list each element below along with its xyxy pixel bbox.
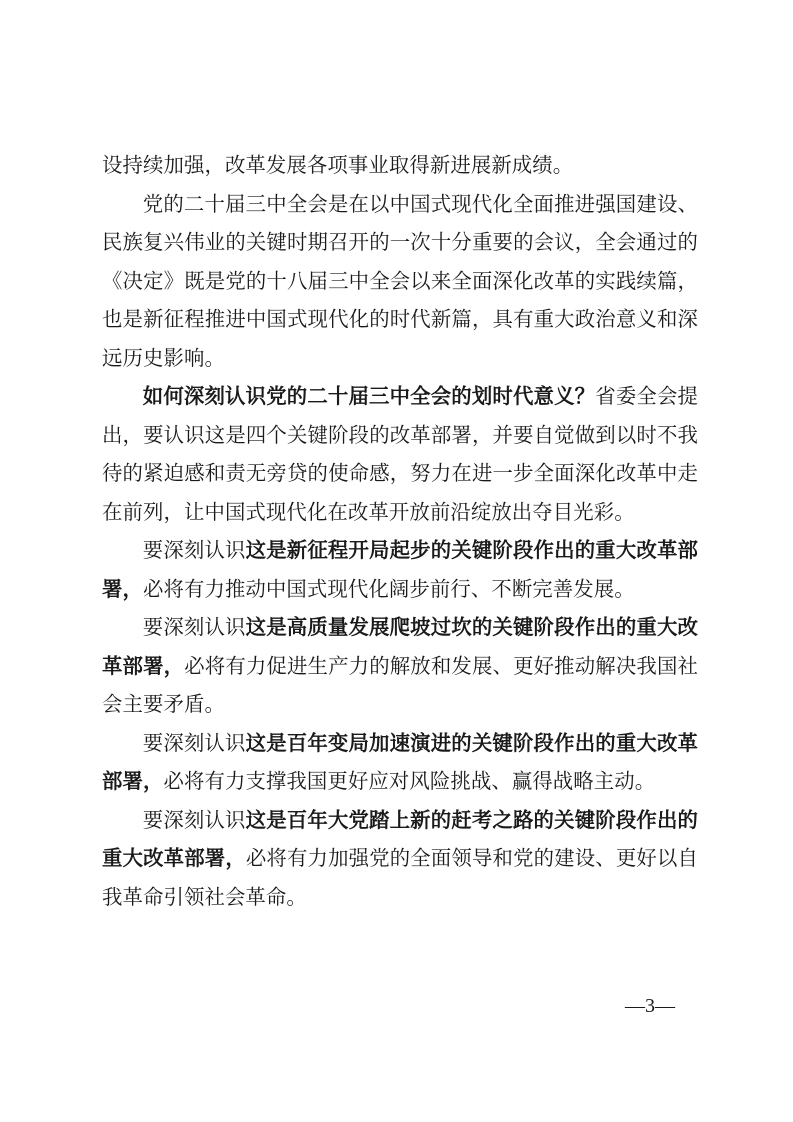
lead-in-text: 要深刻认识: [142, 615, 246, 639]
bold-statement: 这是百年变局加速演进的关键阶段作出的重大改革部署，: [102, 730, 699, 793]
page-number: —3—: [625, 995, 675, 1017]
paragraph-text: 党的二十届三中全会是在以中国式现代化全面推进强国建设、民族复兴伟业的关键时期召开的一次十分重要的会议，全会通过的《决定》既是党的十八届三中全会以来全面深化改革的实践续篇，也是新征程推进中国式现代化的时代新篇，具有重大政治意义和深远历史影响。: [102, 191, 698, 370]
paragraph-text: 设持续加强，改革发展各项事业取得新进展新成绩。: [102, 153, 574, 177]
paragraph-text: 必将有力支撑我国更好应对风险挑战、赢得战略主动。: [163, 769, 656, 793]
bold-statement: 这是高质量发展爬坡过坎的关键阶段作出的重大改革部署，: [102, 615, 699, 678]
lead-in-text: 要深刻认识: [142, 807, 246, 832]
paragraph-stage-1: [102, 531, 698, 608]
paragraph-stage-2: [102, 608, 698, 724]
paragraph-text: 省委全会提出，要认识这是四个关键阶段的改革部署，并要自觉做到以时不我待的紧迫感和责无旁贷的使命感，努力在进一步全面深化改革中走在前列，让中国式现代化在改革开放前沿绽放出夺目光彩。: [102, 384, 699, 524]
bold-statement: 这是新征程开局起步的关键阶段作出的重大改革部署，: [102, 538, 699, 601]
body-text: [102, 146, 698, 916]
paragraph-stage-4: [102, 801, 698, 917]
paragraph-stage-3: [102, 724, 698, 801]
lead-in-text: 要深刻认识: [142, 730, 246, 755]
bold-question: 如何深刻认识党的二十届三中全会的划时代意义？: [142, 384, 596, 408]
paragraph-text: 必将有力推动中国式现代化阔步前行、不断完善发展。: [142, 576, 635, 601]
bold-statement: 这是百年大党踏上新的赶考之路的关键阶段作出的重大改革部署，: [102, 807, 699, 870]
paragraph-text: 必将有力促进生产力的解放和发展、更好推动解决我国社会主要矛盾。: [102, 653, 698, 716]
paragraph-text: 必将有力加强党的全面领导和党的建设、更好以自我革命引领社会革命。: [102, 846, 698, 909]
paragraph-continuation: [102, 146, 698, 185]
lead-in-text: 要深刻认识: [142, 538, 246, 562]
paragraph-question: [102, 377, 698, 531]
paragraph-plenum-significance: [102, 185, 698, 378]
